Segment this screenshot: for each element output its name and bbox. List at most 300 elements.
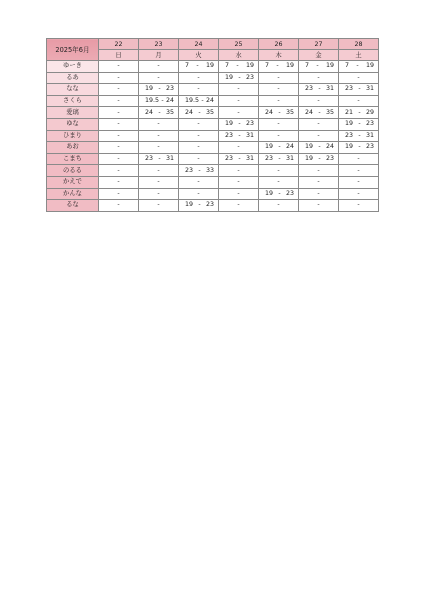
shift-value: - [117, 131, 120, 139]
shift-end: 24 [205, 97, 214, 105]
shift-cell [339, 84, 379, 96]
staff-row [47, 118, 379, 130]
shift-cell [339, 142, 379, 154]
shift-value: - [277, 178, 280, 186]
shift-value [299, 84, 338, 94]
shift-dash: - [238, 155, 241, 163]
shift-value: - [157, 166, 160, 174]
shift-cell [259, 72, 299, 84]
shift-cell [179, 72, 219, 84]
shift-dash: - [278, 189, 281, 197]
shift-start: 19 [145, 85, 154, 93]
shift-value: - [317, 166, 320, 174]
shift-start: 7 [265, 62, 270, 70]
shift-cell [219, 188, 259, 200]
shift-value: - [357, 189, 360, 197]
shift-dash: - [318, 155, 321, 163]
shift-value: - [277, 201, 280, 209]
shift-start: 19 [225, 120, 234, 128]
shift-end: 31 [245, 155, 254, 163]
shift-value: - [277, 85, 280, 93]
staff-row [47, 84, 379, 96]
shift-value [139, 108, 178, 118]
shift-cell [219, 95, 259, 107]
shift-start: 7 [225, 62, 230, 70]
shift-value: - [277, 73, 280, 81]
shift-value [299, 154, 338, 164]
shift-cell [219, 200, 259, 212]
shift-cell [259, 95, 299, 107]
weekday-header: 火 [179, 50, 219, 61]
shift-cell [179, 176, 219, 188]
staff-row [47, 200, 379, 212]
shift-end: 23 [365, 120, 374, 128]
shift-cell [219, 142, 259, 154]
shift-cell [179, 107, 219, 119]
shift-cell [339, 72, 379, 84]
shift-cell [99, 176, 139, 188]
shift-cell [99, 61, 139, 73]
shift-value: - [237, 108, 240, 116]
shift-value: - [277, 131, 280, 139]
shift-cell [139, 188, 179, 200]
shift-cell [219, 72, 259, 84]
shift-dash: - [358, 131, 361, 139]
shift-value [339, 108, 378, 118]
shift-value [339, 61, 378, 71]
shift-value: - [197, 143, 200, 151]
shift-start: 24 [185, 108, 194, 116]
shift-dash: - [238, 73, 241, 81]
shift-cell [219, 176, 259, 188]
shift-dash: - [276, 62, 279, 70]
shift-value: - [197, 120, 200, 128]
shift-cell [299, 188, 339, 200]
shift-value [339, 119, 378, 129]
shift-value: - [117, 73, 120, 81]
shift-cell [139, 84, 179, 96]
shift-value [299, 61, 338, 71]
shift-cell [339, 176, 379, 188]
shift-cell [299, 72, 339, 84]
shift-value: - [277, 97, 280, 105]
shift-cell [139, 142, 179, 154]
shift-dash: - [198, 108, 201, 116]
shift-start: 23 [225, 131, 234, 139]
shift-end: 23 [325, 155, 334, 163]
shift-end: 31 [285, 155, 294, 163]
shift-start: 23 [225, 155, 234, 163]
shift-cell [299, 95, 339, 107]
shift-cell [299, 130, 339, 142]
shift-value: - [237, 97, 240, 105]
shift-value: - [157, 143, 160, 151]
shift-start: 19 [345, 120, 354, 128]
shift-end: 35 [165, 108, 174, 116]
shift-cell [99, 165, 139, 177]
shift-value: - [157, 178, 160, 186]
shift-value: - [197, 178, 200, 186]
shift-value: - [157, 73, 160, 81]
shift-end: 19 [245, 62, 254, 70]
staff-name: ひまり [47, 130, 99, 142]
shift-value: - [357, 155, 360, 163]
staff-row [47, 165, 379, 177]
shift-cell [259, 118, 299, 130]
shift-value [219, 119, 258, 129]
shift-cell [259, 200, 299, 212]
schedule-sheet [46, 38, 379, 212]
shift-cell [299, 176, 339, 188]
shift-value: - [117, 120, 120, 128]
shift-value: - [357, 178, 360, 186]
staff-name: のるる [47, 165, 99, 177]
shift-start: 24 [265, 108, 274, 116]
shift-dash: - [278, 155, 281, 163]
shift-cell [179, 95, 219, 107]
shift-cell [259, 107, 299, 119]
shift-dash: - [238, 120, 241, 128]
shift-end: 35 [285, 108, 294, 116]
shift-cell [339, 153, 379, 165]
shift-value [139, 154, 178, 164]
shift-start: 7 [185, 62, 190, 70]
shift-value: - [117, 189, 120, 197]
shift-end: 31 [165, 155, 174, 163]
shift-start: 23 [145, 155, 154, 163]
shift-value: - [157, 131, 160, 139]
shift-cell [179, 61, 219, 73]
shift-cell [299, 142, 339, 154]
weekday-header: 土 [339, 50, 379, 61]
shift-start: 23 [185, 166, 194, 174]
shift-dash: - [201, 97, 204, 105]
shift-cell [339, 95, 379, 107]
shift-dash: - [198, 201, 201, 209]
shift-dash: - [318, 143, 321, 151]
shift-value: - [357, 166, 360, 174]
date-header: 23 [139, 39, 179, 50]
shift-value [259, 189, 298, 199]
shift-cell [259, 188, 299, 200]
shift-dash: - [318, 108, 321, 116]
shift-cell [139, 153, 179, 165]
shift-cell [299, 153, 339, 165]
shift-cell [139, 61, 179, 73]
shift-value: - [317, 189, 320, 197]
shift-value: - [237, 166, 240, 174]
shift-end: 24 [165, 97, 174, 105]
shift-value [259, 154, 298, 164]
shift-cell [219, 61, 259, 73]
shift-dash: - [358, 85, 361, 93]
shift-value: - [317, 73, 320, 81]
shift-value [139, 96, 178, 106]
shift-cell [219, 153, 259, 165]
shift-value [219, 61, 258, 71]
shift-cell [219, 130, 259, 142]
shift-value: - [317, 120, 320, 128]
shift-start: 24 [305, 108, 314, 116]
shift-end: 31 [365, 85, 374, 93]
shift-value: - [317, 131, 320, 139]
shift-cell [139, 72, 179, 84]
shift-dash: - [236, 62, 239, 70]
shift-value: - [117, 201, 120, 209]
shift-dash: - [238, 131, 241, 139]
shift-value: - [157, 62, 160, 70]
shift-value [139, 84, 178, 94]
shift-start: 19 [305, 155, 314, 163]
staff-row [47, 188, 379, 200]
date-header: 28 [339, 39, 379, 50]
staff-row [47, 72, 379, 84]
shift-start: 19 [305, 143, 314, 151]
shift-cell [139, 95, 179, 107]
weekday-header: 水 [219, 50, 259, 61]
shift-end: 23 [245, 73, 254, 81]
staff-row [47, 130, 379, 142]
shift-cell [99, 118, 139, 130]
shift-end: 35 [325, 108, 334, 116]
date-header: 22 [99, 39, 139, 50]
shift-cell [219, 165, 259, 177]
shift-value: - [117, 97, 120, 105]
shift-cell [259, 142, 299, 154]
shift-cell [99, 188, 139, 200]
shift-value [259, 61, 298, 71]
staff-name: 愛璃 [47, 107, 99, 119]
shift-cell [339, 200, 379, 212]
shift-cell [139, 176, 179, 188]
shift-cell [339, 188, 379, 200]
shift-value: - [197, 131, 200, 139]
shift-cell [99, 153, 139, 165]
shift-value: - [197, 73, 200, 81]
shift-value: - [317, 178, 320, 186]
shift-cell [339, 107, 379, 119]
shift-start: 7 [305, 62, 310, 70]
shift-start: 23 [345, 85, 354, 93]
shift-dash: - [158, 155, 161, 163]
staff-row [47, 107, 379, 119]
shift-end: 19 [205, 62, 214, 70]
shift-end: 23 [165, 85, 174, 93]
weekday-header: 金 [299, 50, 339, 61]
shift-value [179, 166, 218, 176]
shift-cell [99, 200, 139, 212]
staff-name: ゆーき [47, 61, 99, 73]
shift-start: 23 [265, 155, 274, 163]
shift-cell [179, 142, 219, 154]
shift-dash: - [358, 143, 361, 151]
shift-value [219, 131, 258, 141]
shift-value: - [357, 73, 360, 81]
shift-value [339, 84, 378, 94]
shift-cell [259, 84, 299, 96]
shift-cell [139, 165, 179, 177]
shift-value: - [117, 143, 120, 151]
shift-end: 35 [205, 108, 214, 116]
staff-name: かえで [47, 176, 99, 188]
shift-value: - [117, 85, 120, 93]
shift-end: 23 [285, 189, 294, 197]
shift-table [46, 38, 379, 212]
shift-cell [139, 118, 179, 130]
shift-end: 24 [285, 143, 294, 151]
shift-dash: - [198, 166, 201, 174]
shift-dash: - [161, 97, 164, 105]
shift-value [219, 73, 258, 83]
date-header: 24 [179, 39, 219, 50]
shift-end: 23 [245, 120, 254, 128]
shift-value [299, 108, 338, 118]
shift-end: 33 [205, 166, 214, 174]
shift-value: - [237, 85, 240, 93]
shift-cell [259, 153, 299, 165]
shift-dash: - [358, 120, 361, 128]
shift-value: - [277, 166, 280, 174]
shift-start: 19 [265, 143, 274, 151]
staff-name: さくら [47, 95, 99, 107]
shift-value: - [237, 143, 240, 151]
shift-start: 21 [345, 108, 354, 116]
shift-value [259, 142, 298, 152]
shift-value: - [117, 108, 120, 116]
shift-start: 24 [145, 108, 154, 116]
shift-dash: - [158, 108, 161, 116]
shift-value: - [197, 189, 200, 197]
shift-end: 23 [205, 201, 214, 209]
shift-value [179, 108, 218, 118]
shift-end: 19 [325, 62, 334, 70]
shift-cell [139, 200, 179, 212]
shift-dash: - [358, 108, 361, 116]
shift-value: - [357, 201, 360, 209]
shift-cell [99, 142, 139, 154]
shift-dash: - [158, 85, 161, 93]
shift-cell [179, 200, 219, 212]
staff-name: ゆな [47, 118, 99, 130]
shift-cell [259, 130, 299, 142]
shift-dash: - [278, 108, 281, 116]
shift-value [179, 96, 218, 106]
shift-cell [179, 165, 219, 177]
shift-value: - [117, 62, 120, 70]
shift-value [299, 142, 338, 152]
shift-cell [99, 107, 139, 119]
shift-value: - [157, 189, 160, 197]
shift-end: 19 [365, 62, 374, 70]
shift-value [179, 200, 218, 210]
shift-value [339, 131, 378, 141]
shift-dash: - [356, 62, 359, 70]
shift-cell [259, 61, 299, 73]
shift-cell [339, 118, 379, 130]
shift-value: - [157, 120, 160, 128]
shift-cell [99, 95, 139, 107]
shift-value: - [317, 97, 320, 105]
shift-end: 31 [325, 85, 334, 93]
shift-end: 29 [365, 108, 374, 116]
weekday-header: 木 [259, 50, 299, 61]
shift-cell [339, 61, 379, 73]
staff-name: かんな [47, 188, 99, 200]
shift-dash: - [278, 143, 281, 151]
shift-end: 31 [365, 131, 374, 139]
shift-end: 23 [365, 143, 374, 151]
shift-start: 19 [345, 143, 354, 151]
staff-name: るな [47, 200, 99, 212]
date-header: 25 [219, 39, 259, 50]
month-label: 2025年6月 [47, 39, 99, 61]
shift-cell [139, 130, 179, 142]
shift-value: - [157, 201, 160, 209]
shift-start: 7 [345, 62, 350, 70]
shift-cell [299, 84, 339, 96]
shift-value: - [117, 178, 120, 186]
shift-value: - [237, 189, 240, 197]
shift-value: - [237, 201, 240, 209]
staff-row [47, 153, 379, 165]
shift-value: - [357, 97, 360, 105]
shift-cell [299, 61, 339, 73]
weekday-header: 月 [139, 50, 179, 61]
shift-value: - [117, 166, 120, 174]
shift-cell [219, 84, 259, 96]
shift-cell [139, 107, 179, 119]
shift-start: 19.5 [185, 97, 200, 105]
shift-cell [99, 130, 139, 142]
shift-end: 24 [325, 143, 334, 151]
shift-value: - [237, 178, 240, 186]
shift-value: - [197, 155, 200, 163]
shift-cell [259, 165, 299, 177]
shift-cell [299, 118, 339, 130]
staff-row [47, 176, 379, 188]
weekday-header: 日 [99, 50, 139, 61]
shift-cell [299, 107, 339, 119]
shift-cell [179, 130, 219, 142]
shift-start: 23 [345, 131, 354, 139]
shift-value [219, 154, 258, 164]
shift-cell [99, 84, 139, 96]
shift-start: 19.5 [145, 97, 160, 105]
date-header: 27 [299, 39, 339, 50]
date-header-row [47, 39, 379, 50]
staff-row [47, 95, 379, 107]
shift-cell [219, 118, 259, 130]
shift-end: 19 [285, 62, 294, 70]
shift-dash: - [196, 62, 199, 70]
staff-name: るあ [47, 72, 99, 84]
shift-rows [47, 61, 379, 212]
staff-row [47, 61, 379, 73]
shift-start: 19 [265, 189, 274, 197]
shift-value: - [197, 85, 200, 93]
shift-cell [299, 200, 339, 212]
shift-value: - [277, 120, 280, 128]
staff-name: こまち [47, 153, 99, 165]
shift-cell [219, 107, 259, 119]
staff-row [47, 142, 379, 154]
shift-cell [179, 188, 219, 200]
shift-value [259, 108, 298, 118]
shift-start: 23 [305, 85, 314, 93]
staff-name: あお [47, 142, 99, 154]
shift-cell [179, 153, 219, 165]
shift-dash: - [318, 85, 321, 93]
